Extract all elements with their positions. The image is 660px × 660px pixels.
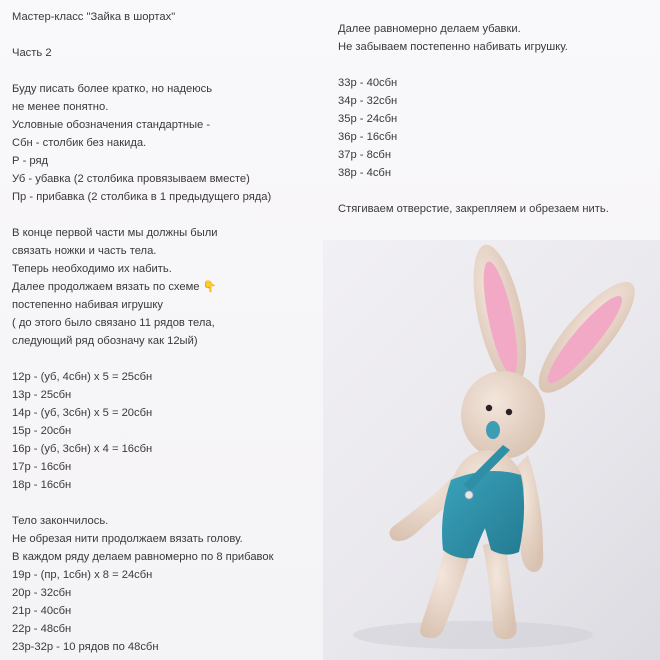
pattern-row: 33р - 40сбн: [338, 77, 398, 89]
bunny-illustration: [323, 240, 660, 660]
right-ear: [525, 270, 649, 406]
legend-line: Сбн - столбик без накида.: [12, 137, 147, 149]
legend-line: Р - ряд: [12, 155, 49, 167]
intro-line: Условные обозначения стандартные -: [12, 119, 211, 131]
part-heading: Часть 2: [12, 47, 52, 59]
paragraph-line: Далее продолжаем вязать по схеме 👇: [12, 281, 217, 293]
pattern-row: 13р - 25сбн: [12, 389, 72, 401]
paragraph-line: В каждом ряду делаем равномерно по 8 прибавок: [12, 551, 274, 563]
pattern-row: 23р-32р - 10 рядов по 48сбн: [12, 641, 159, 653]
pattern-row: 38р - 4сбн: [338, 167, 392, 179]
bunny-photo: [323, 240, 660, 660]
legend-line: Уб - убавка (2 столбика провязываем вместе): [12, 173, 250, 185]
paragraph-line: ( до этого было связано 11 рядов тела,: [12, 317, 215, 329]
paragraph-line: Не забываем постепенно набивать игрушку.: [338, 41, 568, 53]
pattern-row: 37р - 8сбн: [338, 149, 392, 161]
blue-shorts: [442, 471, 524, 558]
intro-line: не менее понятно.: [12, 101, 109, 113]
pattern-row: 22р - 48сбн: [12, 623, 72, 635]
left-ear: [463, 240, 536, 390]
pattern-row: 21р - 40сбн: [12, 605, 72, 617]
legend-line: Пр - прибавка (2 столбика в 1 предыдущего ряда): [12, 191, 272, 203]
shorts-button: [465, 491, 473, 499]
pattern-row: 36р - 16сбн: [338, 131, 398, 143]
finishing-instruction: Стягиваем отверстие, закрепляем и обрезаем нить.: [338, 203, 609, 215]
paragraph-line: следующий ряд обозначу как 12ый): [12, 335, 198, 347]
paragraph-line: постепенно набивая игрушку: [12, 299, 163, 311]
pattern-row: 18р - 16сбн: [12, 479, 72, 491]
pattern-row: 16р - (уб, 3сбн) х 4 = 16сбн: [12, 443, 153, 455]
paragraph-line: В конце первой части мы должны были: [12, 227, 218, 239]
left-eye: [486, 405, 492, 411]
bunny-nose: [486, 421, 500, 439]
paragraph-line: Далее равномерно делаем убавки.: [338, 23, 521, 35]
pattern-row: 12р - (уб, 4сбн) х 5 = 25сбн: [12, 371, 153, 383]
paragraph-line: Тело закончилось.: [12, 515, 109, 527]
right-column: [338, 20, 653, 218]
paragraph-line: Не обрезая нити продолжаем вязать голову.: [12, 533, 243, 545]
document-title: Мастер-класс "Зайка в шортах": [12, 11, 176, 23]
pattern-row: 15р - 20сбн: [12, 425, 72, 437]
pattern-row: 20р - 32сбн: [12, 587, 72, 599]
right-eye: [506, 409, 512, 415]
pattern-row: 14р - (уб, 3сбн) х 5 = 20сбн: [12, 407, 153, 419]
pattern-row: 34р - 32сбн: [338, 95, 398, 107]
pattern-row: 35р - 24сбн: [338, 113, 398, 125]
paragraph-line: Теперь необходимо их набить.: [12, 263, 172, 275]
intro-line: Буду писать более кратко, но надеюсь: [12, 83, 213, 95]
paragraph-line: связать ножки и часть тела.: [12, 245, 157, 257]
left-column: [12, 8, 312, 656]
bunny-shadow: [353, 621, 593, 649]
pattern-row: 17р - 16сбн: [12, 461, 72, 473]
pattern-row: 19р - (пр, 1сбн) х 8 = 24сбн: [12, 569, 153, 581]
